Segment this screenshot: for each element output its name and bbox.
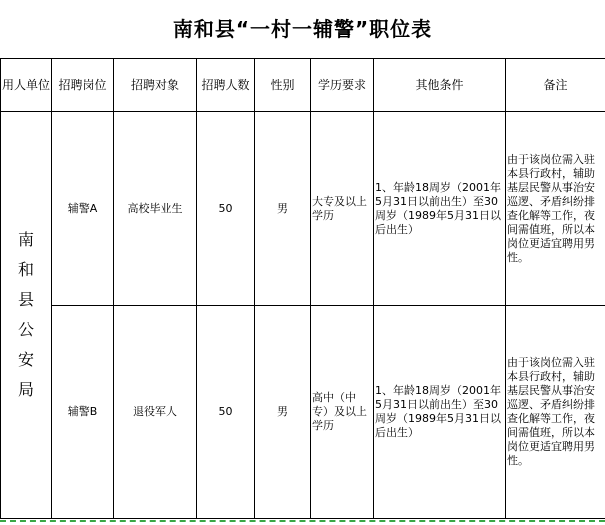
- count-cell: 50: [197, 112, 255, 306]
- table-row: [1, 112, 605, 306]
- education-cell: 大专及以上学历: [311, 112, 374, 306]
- position-cell: 辅警A: [52, 112, 114, 306]
- target-cell: 高校毕业生: [114, 112, 197, 306]
- header-education: 学历要求: [311, 59, 374, 112]
- header-note: 备注: [506, 59, 605, 112]
- header-position: 招聘岗位: [52, 59, 114, 112]
- gender-cell: 男: [255, 112, 311, 306]
- header-count: 招聘人数: [197, 59, 255, 112]
- header-gender: 性别: [255, 59, 311, 112]
- page-break-line: [0, 520, 605, 522]
- other-conditions-cell: 1、年龄18周岁（2001年5月31日以前出生）至30周岁（1989年5月31日以后出生）: [374, 306, 506, 519]
- header-target: 招聘对象: [114, 59, 197, 112]
- employer-unit: 南和县公安局: [17, 230, 34, 399]
- note-cell: 由于该岗位需入驻本县行政村，辅助基层民警从事治安巡逻、矛盾纠纷排查化解等工作，夜间需值班，所以本岗位更适宜聘用男性。: [506, 112, 605, 306]
- table-header-row: [1, 59, 605, 112]
- count-cell: 50: [197, 306, 255, 519]
- target-cell: 退役军人: [114, 306, 197, 519]
- table-row: [1, 306, 605, 519]
- page-title: 南和县“一村一辅警”职位表: [172, 17, 433, 41]
- position-table: [0, 58, 605, 519]
- other-conditions-cell: 1、年龄18周岁（2001年5月31日以前出生）至30周岁（1989年5月31日以后出生）: [374, 112, 506, 306]
- header-unit: 用人单位: [1, 59, 52, 112]
- note-cell: 由于该岗位需入驻本县行政村，辅助基层民警从事治安巡逻、矛盾纠纷排查化解等工作，夜间需值班，所以本岗位更适宜聘用男性。: [506, 306, 605, 519]
- position-cell: 辅警B: [52, 306, 114, 519]
- header-other-conditions: 其他条件: [374, 59, 506, 112]
- employer-unit-cell: [1, 112, 52, 519]
- education-cell: 高中（中专）及以上学历: [311, 306, 374, 519]
- gender-cell: 男: [255, 306, 311, 519]
